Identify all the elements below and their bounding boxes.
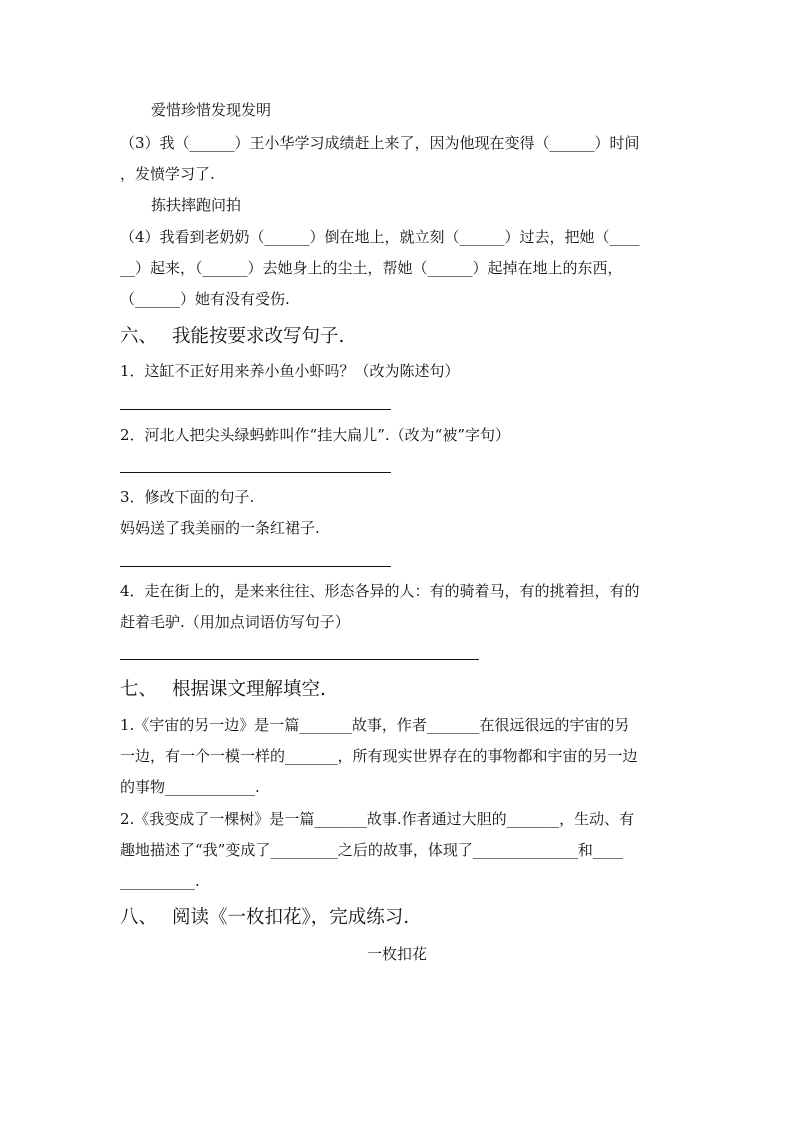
q5-item3-line2: ，发愤学习了. bbox=[120, 165, 215, 183]
q6-item4-line2: 赶着毛驴.（用加点词语仿写句子） bbox=[120, 613, 350, 631]
q6-item3-prompt: 3．修改下面的句子. bbox=[120, 488, 255, 506]
q7-item2-line2: 趣地描述了“我”变成了_________之后的故事，体现了______________和____ bbox=[120, 841, 623, 859]
q5-item4-line3: （______）她有没有受伤. bbox=[120, 290, 290, 308]
section8-heading bbox=[120, 906, 409, 930]
q7-item1-line1: 1.《宇宙的另一边》是一篇_______故事，作者_______在很远很远的宇宙的另 bbox=[120, 716, 630, 734]
section7-heading bbox=[120, 678, 326, 702]
section7-number: 七、 bbox=[120, 679, 158, 700]
answer-line-1 bbox=[120, 409, 391, 410]
q7-item2-line1: 2.《我变成了一棵树》是一篇_______故事.作者通过大胆的_______，生动、有 bbox=[120, 810, 635, 828]
section8-title: 阅读《一枚扣花》，完成练习. bbox=[172, 907, 410, 928]
q6-item2: 2．河北人把尖头绿蚂蚱叫作“挂大扁儿”.（改为“被”字句） bbox=[120, 426, 510, 444]
q7-item1-line2: 一边，有一个一模一样的_______，所有现实世界存在的事物都和宇宙的另一边 bbox=[120, 747, 638, 765]
q5-word-bank-3: 爱惜珍惜发现发明 bbox=[151, 101, 272, 119]
section6-number: 六、 bbox=[120, 326, 158, 347]
passage-title: 一枚扣花 bbox=[366, 945, 427, 963]
q6-item1: 1．这缸不正好用来养小鱼小虾吗？（改为陈述句） bbox=[120, 362, 460, 380]
q5-item4-line1: （4）我看到老奶奶（______）倒在地上，就立刻（______）过去，把她（____ bbox=[120, 228, 640, 246]
section6-title: 我能按要求改写句子. bbox=[172, 326, 345, 347]
answer-line-4 bbox=[120, 659, 479, 660]
q5-item4-line2: __）起来，（______）去她身上的尘土，帮她（______）起掉在地上的东西， bbox=[120, 259, 623, 277]
answer-line-2 bbox=[120, 472, 391, 473]
answer-line-3 bbox=[120, 566, 391, 567]
section8-number: 八、 bbox=[120, 907, 158, 928]
q5-item3-line1: （3）我（______）王小华学习成绩赶上来了，因为他现在变得（______）时间 bbox=[120, 134, 640, 152]
q5-word-bank-4: 拣扶摔跑问拍 bbox=[151, 196, 242, 214]
q7-item2-line3: __________. bbox=[120, 872, 200, 890]
section6-heading bbox=[120, 325, 344, 349]
q7-item1-line3: 的事物____________. bbox=[120, 778, 260, 796]
q6-item4-line1: 4．走在街上的，是来来往往、形态各异的人：有的骑着马，有的挑着担，有的 bbox=[120, 582, 640, 600]
section7-title: 根据课文理解填空. bbox=[172, 679, 326, 700]
q6-item3-sentence: 妈妈送了我美丽的一条红裙子. bbox=[120, 519, 320, 537]
